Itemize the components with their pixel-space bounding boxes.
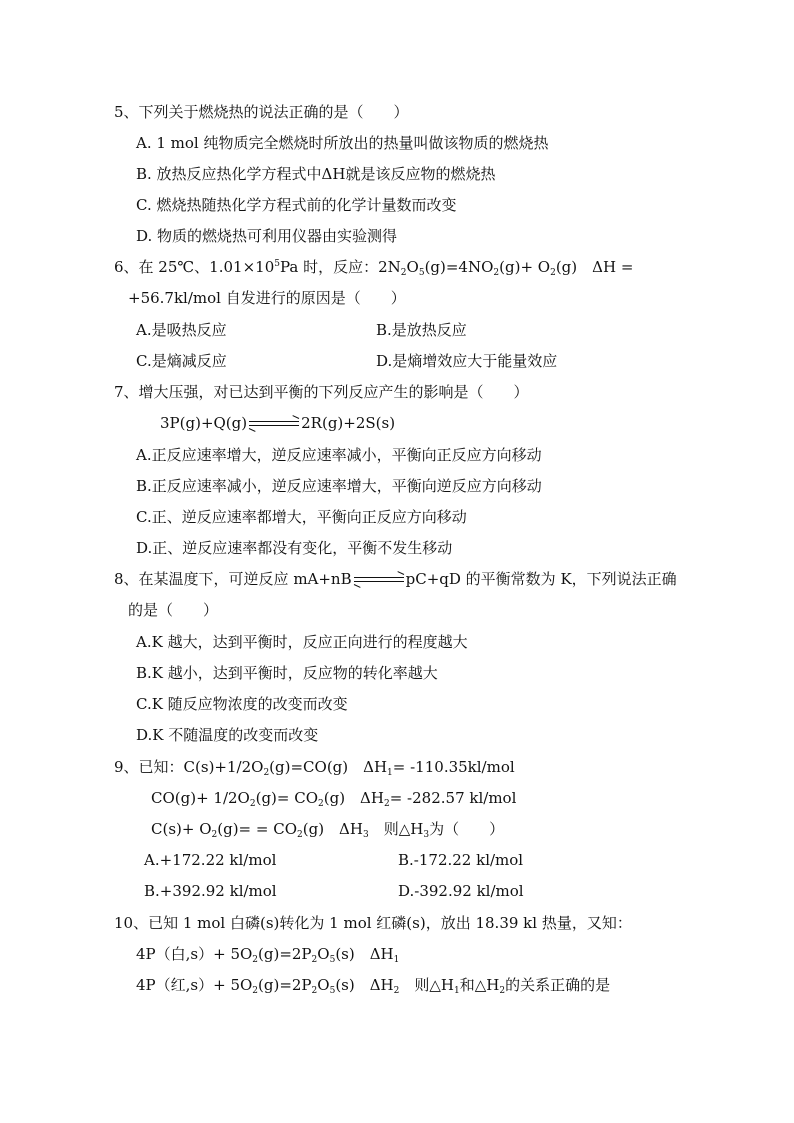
q8-option-d: D.K 不随温度的改变而改变 (136, 726, 319, 744)
q6-stem-continued: +56.7kl/mol 自发进行的原因是（ ） (128, 289, 406, 307)
q10-stem: 10、已知 1 mol 白磷(s)转化为 1 mol 红磷(s)，放出 18.39 kl 热量，又知： (114, 914, 632, 932)
q9-stem: 9、已知：$C(s)+1/2O_2(g)=CO(g)$ $\Delta H_1= -110.35kl/mol$ (114, 758, 515, 778)
q10-equation-2: 4P（红$,s)+ 5O_2(g)=2P_2O_5(s)$ $\Delta H_2$ 则$\triangle H_1$和$\triangle H_2$的关系正确的是 (136, 976, 611, 996)
q6-option-a: A.是吸热反应 (136, 321, 227, 339)
q5-option-b: B. 放热反应热化学方程式中ΔH就是该反应物的燃烧热 (136, 165, 496, 183)
q7-option-a: A.正反应速率增大，逆反应速率减小，平衡向正反应方向移动 (136, 446, 542, 464)
q9-equation-2: $CO(g)+ 1/2O_2(g)= CO_2(g)$ $\Delta H_2= -282.57$ kl/mol (151, 789, 517, 809)
q5-option-d: D. 物质的燃烧热可利用仪器由实验测得 (136, 227, 398, 245)
q9-option-a: A.+172.22 kl/mol (144, 851, 277, 869)
q9-equation-3: $C(s)+ O_2(g)= = CO_2(g)$ $\Delta H_3$ 则$\triangle H_3$为（ ） (151, 820, 505, 840)
q8-stem: 8、在某温度下，可逆反应 mA+nB pC+qD 的平衡常数为 K，下列说法正确 (114, 570, 677, 588)
q6-option-d: D.是熵增效应大于能量效应 (376, 352, 558, 370)
q7-option-c: C.正、逆反应速率都增大，平衡向正反应方向移动 (136, 508, 467, 526)
equilibrium-arrow-icon (249, 419, 299, 429)
q6-option-c: C.是熵减反应 (136, 352, 227, 370)
q8-option-c: C.K 随反应物浓度的改变而改变 (136, 695, 348, 713)
q9-option-b: B.-172.22 kl/mol (398, 851, 524, 869)
q6-stem: 6、在 25℃、$1.01\times 10^5Pa$ 时，反应：$2N_2O_5(g)=4NO_2(g)+ O_2(g)$ ΔH = (114, 258, 634, 278)
q8-stem-continued: 的是（ ） (128, 601, 219, 619)
q5-option-c: C. 燃烧热随热化学方程式前的化学计量数而改变 (136, 196, 457, 214)
q5-option-a: A. 1 mol 纯物质完全燃烧时所放出的热量叫做该物质的燃烧热 (136, 134, 549, 152)
q5-stem: 5、下列关于燃烧热的说法正确的是（ ） (114, 103, 409, 121)
q7-equation: 3P(g)+Q(g) 2R(g)+2S(s) (160, 414, 396, 432)
q6-option-b: B.是放热反应 (376, 321, 467, 339)
q7-option-b: B.正反应速率减小，逆反应速率增大，平衡向逆反应方向移动 (136, 477, 542, 495)
q8-option-a: A.K 越大，达到平衡时，反应正向进行的程度越大 (136, 633, 468, 651)
equilibrium-arrow-icon (354, 575, 404, 585)
q8-option-b: B.K 越小，达到平衡时，反应物的转化率越大 (136, 664, 438, 682)
q7-option-d: D.正、逆反应速率都没有变化，平衡不发生移动 (136, 539, 453, 557)
q9-option-d: D.-392.92 kl/mol (398, 882, 524, 900)
q7-stem: 7、增大压强，对已达到平衡的下列反应产生的影响是（ ） (114, 383, 529, 401)
q10-equation-1: 4P（白$,s)+ 5O_2(g)=2P_2O_5(s)$ $\Delta H_1$ (136, 945, 400, 965)
q9-option-c: B.+392.92 kl/mol (144, 882, 277, 900)
